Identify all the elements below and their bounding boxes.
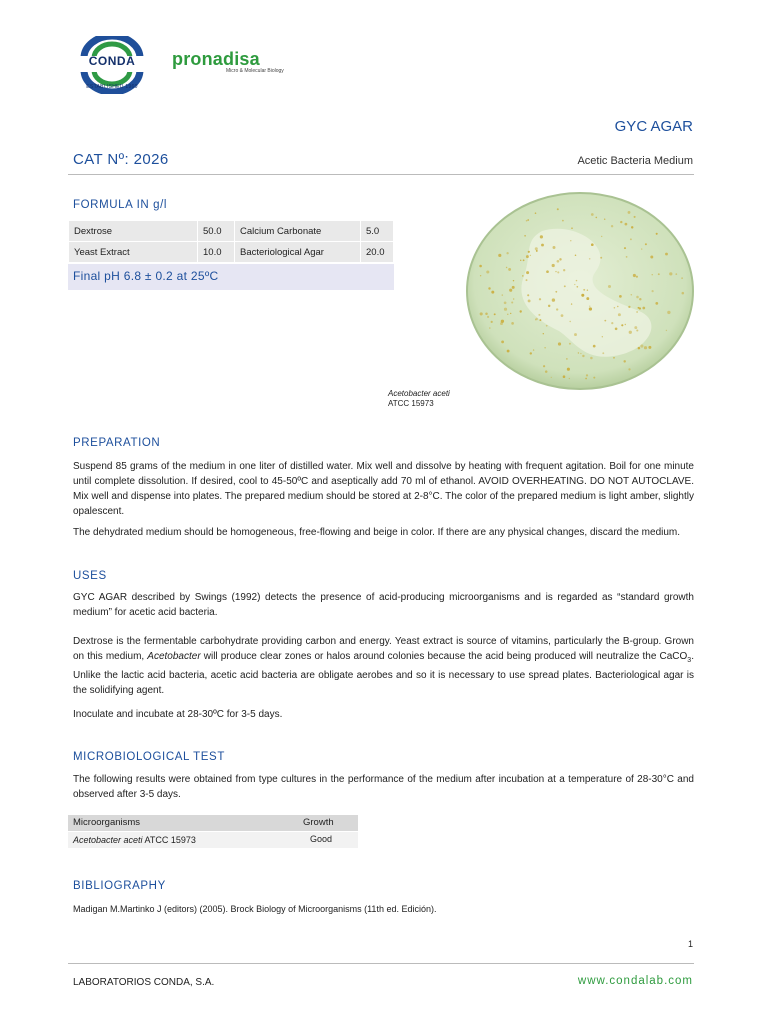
colony-dot [509, 289, 512, 292]
colony-dot [543, 333, 544, 334]
conda-wordmark: CONDA [88, 54, 136, 68]
ingredient-amount: 10.0 [198, 242, 235, 263]
colony-dot [585, 378, 587, 380]
colony-dot [669, 272, 672, 275]
colony-dot [520, 260, 521, 261]
colony-dot [628, 368, 630, 370]
colony-dot [595, 217, 597, 219]
colony-dot [631, 226, 633, 228]
colony-dot [652, 290, 654, 292]
colony-dot [571, 227, 573, 229]
colony-dot [491, 321, 493, 323]
ingredient-amount: 50.0 [198, 221, 235, 242]
colony-dot [590, 357, 593, 360]
colony-dot [551, 377, 552, 378]
colony-dot [541, 244, 544, 247]
colony-dot [619, 295, 622, 298]
footer-divider [68, 963, 694, 964]
growth-cell: Good [310, 834, 333, 844]
colony-dot [576, 286, 578, 288]
colony-dot [578, 352, 579, 353]
colony-dot [665, 253, 668, 256]
petri-dish-image [464, 191, 696, 391]
colony-dot [507, 350, 510, 353]
colony-dot [513, 280, 514, 281]
colony-dot [556, 308, 558, 310]
colony-dot [636, 276, 638, 278]
colony-dot [511, 322, 514, 325]
colony-dot [656, 233, 658, 235]
pronadisa-logo: pronadisa [172, 49, 260, 69]
colony-dot [593, 345, 596, 348]
colony-dot [604, 320, 606, 322]
colony-dot [480, 312, 483, 315]
colony-dot [555, 291, 557, 293]
colony-dot [640, 345, 643, 348]
colony-dot [528, 251, 530, 253]
colony-dot [523, 259, 525, 261]
colony-dot [526, 279, 528, 281]
colony-dot [574, 333, 577, 336]
colony-dot [506, 252, 508, 254]
colony-dot [582, 355, 584, 357]
colony-dot [488, 287, 490, 289]
colony-dot [636, 329, 638, 331]
conda-established: ESTABLISHED 1960 [86, 84, 138, 90]
colony-dot [511, 301, 513, 303]
colony-dot [574, 284, 575, 285]
colony-dot [548, 305, 550, 307]
colony-dot [561, 314, 564, 317]
colony-dot [512, 286, 515, 289]
uses-paragraph: GYC AGAR described by Swings (1992) detects the presence of acid-producing microorganisms and is regarded as “standard growth medium” for acetic acid bacteria. [73, 592, 694, 618]
colony-dot [613, 357, 615, 359]
colony-dot [586, 374, 588, 376]
preparation-paragraph: The dehydrated medium should be homogeneous, free-flowing and beige in color. If there are any physical changes, discard the medium. [73, 527, 681, 538]
colony-dot [591, 213, 594, 216]
colony-dot [566, 358, 568, 360]
product-title: GYC AGAR [614, 118, 693, 135]
colony-dot [520, 310, 522, 312]
colony-dot [530, 255, 531, 256]
microorganism-cell: Acetobacter aceti ATCC 15973 [73, 835, 196, 845]
colony-dot [535, 247, 538, 250]
colony-dot [628, 306, 630, 308]
colony-dot [557, 271, 559, 273]
formula-heading: FORMULA IN g/l [73, 199, 168, 211]
colony-dot [538, 314, 540, 316]
header-divider [68, 174, 694, 175]
colony-dot [567, 368, 570, 371]
colony-dot [555, 271, 556, 272]
colony-dot [639, 298, 641, 300]
uses-paragraph: Inoculate and incubate at 28-30ºC for 3-5 days. [73, 709, 283, 720]
colony-dot [487, 316, 489, 318]
colony-dot [507, 314, 508, 315]
colony-dot [485, 313, 488, 316]
colony-dot [608, 285, 611, 288]
colony-dot [630, 238, 632, 240]
colony-dot [486, 270, 489, 273]
colony-dot [591, 243, 594, 246]
colony-dot [571, 303, 572, 304]
colony-dot [545, 370, 548, 373]
colony-dot [583, 289, 585, 291]
image-caption-strain: ATCC 15973 [388, 399, 434, 408]
colony-dot [667, 311, 670, 314]
colony-dot [615, 327, 618, 330]
colony-dot [552, 298, 555, 301]
final-ph: Final pH 6.8 ± 0.2 at 25ºC [73, 269, 219, 283]
uses-paragraph: Dextrose is the fermentable carbohydrate providing carbon and energy. Yeast extract is source of vitamins, particularly the B-group. Grown on this medium, Acetobacter will produce clear zones or halos around colonies because the acid being produced will neutralize the CaCO$_3$. Unlike the lactic acid bacteria, acetic acid bacteria are obligate aerobes and so it is necessary to use spread plates. Bacteriological agar is the solidifying agent. [73, 636, 694, 696]
micro-test-heading: MICROBIOLOGICAL TEST [73, 751, 225, 763]
colony-dot [631, 294, 632, 295]
colony-dot [508, 268, 511, 271]
colony-dot [543, 365, 545, 367]
colony-dot [621, 324, 623, 326]
colony-dot [569, 343, 571, 345]
colony-dot [527, 219, 529, 221]
colony-dot [510, 313, 511, 314]
colony-dot [563, 375, 566, 378]
colony-dot [589, 258, 591, 260]
colony-dot [491, 291, 494, 294]
colony-dot [636, 311, 638, 313]
colony-dot [638, 347, 641, 350]
colony-dot [479, 265, 482, 268]
colony-dot [504, 301, 507, 304]
colony-dot [498, 254, 501, 257]
colony-dot [544, 347, 545, 348]
colony-dot [638, 307, 640, 309]
colony-dot [539, 298, 541, 300]
product-subtitle: Acetic Bacteria Medium [577, 155, 693, 167]
colony-dot [581, 294, 584, 297]
colony-dot [557, 208, 559, 210]
colony-dot [624, 247, 626, 249]
colony-dot [489, 327, 491, 329]
colony-dot [569, 378, 570, 379]
table-row [69, 242, 394, 263]
ingredient-name: Yeast Extract [69, 242, 198, 263]
ingredient-name: Calcium Carbonate [235, 221, 361, 242]
colony-dot [535, 318, 538, 321]
colony-dot [675, 273, 677, 275]
colony-dot [601, 236, 602, 237]
preparation-paragraph: Suspend 85 grams of the medium in one liter of distilled water. Mix well and dissolve by heating with frequent agitation. Boil for one minute until complete dissolution. If desired, cool to 45-50ºC and aseptically add 70 ml of ethanol. AVOID OVERHEATING. DO NOT AUTOCLAVE. Mix well and dispense into plates. The prepared medium should be stored at 2-8°C. The color of the prepared medium is light amber, slightly opalescent. [73, 461, 694, 517]
colony-dot [642, 307, 645, 310]
colony-dot [526, 220, 528, 222]
colony-dot [587, 289, 588, 290]
colony-dot [546, 270, 549, 273]
colony-dot [564, 285, 566, 287]
colony-dot [600, 257, 602, 259]
column-header-growth: Growth [303, 817, 334, 828]
colony-dot [623, 360, 625, 362]
colony-dot [502, 294, 503, 295]
colony-dot [682, 292, 685, 295]
colony-dot [527, 294, 529, 296]
colony-dot [628, 211, 631, 214]
colony-dot [634, 216, 636, 218]
image-caption-species: Acetobacter aceti [388, 389, 450, 398]
colony-dot [552, 264, 555, 267]
colony-dot [576, 280, 577, 281]
uses-heading: USES [73, 570, 107, 582]
micro-test-paragraph: The following results were obtained from type cultures in the performance of the medium after incubation at a temperature of 28-30°C and observed after 3-5 days. [73, 774, 694, 800]
bibliography-heading: BIBLIOGRAPHY [73, 880, 166, 892]
ingredient-name: Bacteriological Agar [235, 242, 361, 263]
colony-dot [666, 330, 667, 331]
pronadisa-tagline: Micro & Molecular Biology [226, 68, 284, 74]
colony-dot [562, 220, 564, 222]
colony-dot [539, 319, 541, 321]
website-link[interactable]: www.condalab.com [577, 975, 693, 987]
colony-dot [522, 275, 524, 277]
colony-dot [557, 260, 560, 263]
colony-dot [526, 255, 529, 258]
colony-dot [658, 273, 660, 275]
colony-dot [611, 322, 613, 324]
colony-dot [524, 235, 526, 237]
preparation-heading: PREPARATION [73, 437, 161, 449]
colony-dot [641, 248, 642, 249]
colony-dot [625, 223, 628, 226]
colony-dot [593, 377, 595, 379]
colony-dot [648, 346, 651, 349]
colony-dot [553, 246, 556, 249]
colony-dot [602, 336, 603, 337]
colony-dot [533, 349, 534, 350]
colony-dot [569, 321, 570, 322]
table-row [69, 221, 394, 242]
colony-dot [617, 306, 618, 307]
colony-dot [618, 313, 621, 316]
colony-dot [629, 331, 632, 334]
colony-dot [535, 212, 537, 214]
colony-dot [636, 296, 639, 299]
colony-dot [530, 352, 532, 354]
formula-table [68, 220, 394, 263]
ingredient-amount: 5.0 [361, 221, 394, 242]
colony-dot [650, 256, 653, 259]
colony-dot [611, 225, 613, 227]
colony-dot [620, 221, 622, 223]
colony-dot [500, 322, 503, 325]
bibliography-entry: Madigan M.Martinko J (editors) (2005). Brock Biology of Microorganisms (11th ed. Edición). [73, 904, 437, 914]
colony-dot [681, 277, 683, 279]
page-number: 1 [687, 939, 693, 949]
colony-dot [655, 302, 658, 305]
colony-dot [604, 218, 605, 219]
colony-dot [513, 298, 514, 299]
colony-dot [634, 326, 637, 329]
colony-dot [626, 256, 628, 258]
colony-dot [589, 306, 590, 307]
catalog-number: CAT Nº: 2026 [73, 151, 169, 168]
colony-dot [546, 325, 548, 327]
ingredient-name: Dextrose [69, 221, 198, 242]
colony-dot [644, 346, 647, 349]
colony-dot [558, 342, 561, 345]
colony-dot [501, 341, 504, 344]
colony-dot [563, 269, 565, 271]
colony-dot [602, 352, 604, 354]
colony-dot [540, 235, 543, 238]
colony-dot [625, 324, 626, 325]
colony-dot [575, 254, 577, 256]
colony-dot [480, 275, 481, 276]
colony-dot [589, 307, 592, 310]
colony-dot [580, 353, 581, 354]
colony-dot [526, 271, 529, 274]
colony-dot [504, 308, 507, 311]
colony-dot [570, 240, 571, 241]
column-header-microorganisms: Microorganisms [73, 817, 141, 828]
colony-dot [506, 267, 507, 268]
colony-dot [645, 243, 647, 245]
ingredient-amount: 20.0 [361, 242, 394, 263]
colony-dot [559, 258, 561, 260]
colony-dot [633, 274, 636, 277]
colony-dot [614, 307, 616, 309]
colony-dot [494, 313, 496, 315]
colony-dot [652, 274, 653, 275]
company-name: LABORATORIOS CONDA, S.A. [73, 977, 215, 988]
colony-dot [586, 297, 589, 300]
colony-dot [528, 299, 531, 302]
